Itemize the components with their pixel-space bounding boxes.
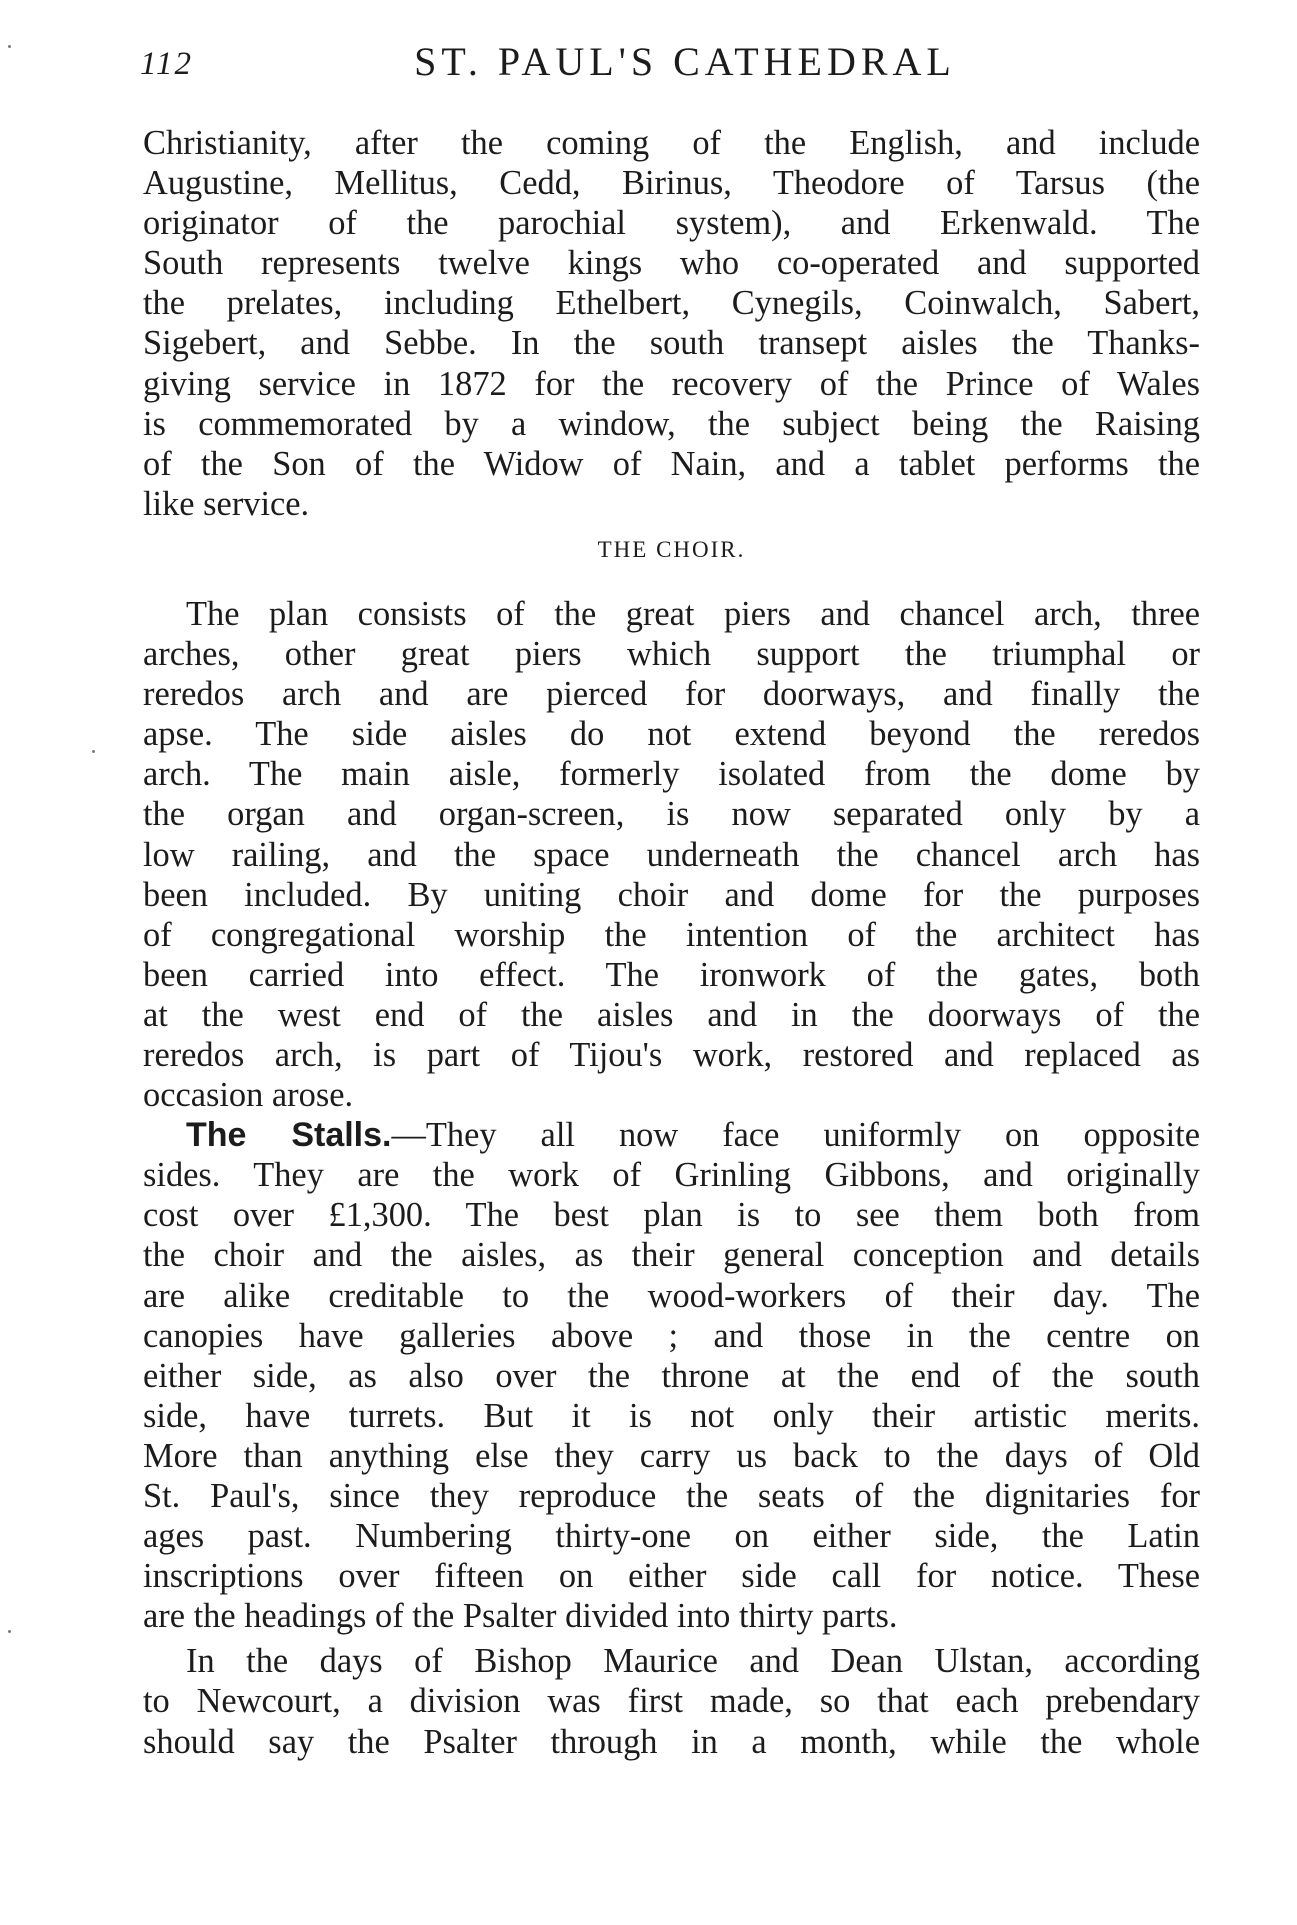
text-line: are the headings of the Psalter divided into thirty parts. [143,1597,898,1636]
body-text [143,123,1200,1762]
text-line: the organ and organ-screen, is now separated only by a [143,795,1200,834]
text-line: to Newcourt, a division was first made, so that each prebendary [143,1682,1200,1721]
text-line: is commemorated by a window, the subject being the Raising [143,404,1200,443]
text-line: cost over £1,300. The best plan is to see them both from [143,1196,1200,1235]
text-line: Augustine, Mellitus, Cedd, Birinus, Theodore of Tarsus (the [143,164,1200,203]
running-title: ST. PAUL'S CATHEDRAL [414,39,956,84]
text-line: of the Son of the Widow of Nain, and a tablet performs the [143,444,1200,483]
page-number: 112 [140,46,194,82]
text-line: either side, as also over the throne at the end of the south [143,1356,1200,1395]
text-line: More than anything else they carry us back to the days of Old [143,1436,1200,1475]
text-line: In the days of Bishop Maurice and Dean Ulstan, according [186,1642,1200,1681]
text-line: low railing, and the space underneath the chancel arch has [143,835,1200,874]
text-line: been included. By uniting choir and dome for the purposes [143,875,1200,914]
text-line: arches, other great piers which support the triumphal or [143,635,1200,674]
text-line: apse. The side aisles do not extend beyond the reredos [143,715,1200,754]
text-line: ages past. Numbering thirty-one on either side, the Latin [143,1517,1200,1556]
margin-speck [92,750,95,753]
paragraph-psalter-division [143,1641,1200,1761]
text-line: St. Paul's, since they reproduce the seats of the dignitaries for [143,1477,1200,1515]
paragraph-stalls [143,1115,1200,1636]
margin-speck [8,45,11,48]
text-line: at the west end of the aisles and in the doorways of the [143,995,1200,1034]
text-line: been carried into effect. The ironwork of the gates, both [143,955,1200,994]
text-line: Sigebert, and Sebbe. In the south transept aisles the Thanks- [143,324,1200,363]
page-header [140,38,1200,88]
text-line [143,1115,1200,1155]
paragraph-continuation [143,123,1200,524]
text-line: sides. They are the work of Grinling Gibbons, and originally [143,1156,1200,1195]
text-line: arch. The main aisle, formerly isolated from the dome by [143,755,1200,794]
stalls-run-in-heading: The Stalls. [186,1116,392,1155]
text-line: are alike creditable to the wood-workers of their day. The [143,1276,1200,1315]
text-line: reredos arch, is part of Tijou's work, restored and replaced as [143,1035,1200,1074]
text-line: originator of the parochial system), and Erkenwald. The [143,204,1200,243]
text-line: of congregational worship the intention of the architect has [143,915,1200,954]
text-line: canopies have galleries above ; and those in the centre on [143,1316,1200,1355]
text-line: South represents twelve kings who co-operated and supported [143,244,1200,283]
text-line: the prelates, including Ethelbert, Cynegils, Coinwalch, Sabert, [143,284,1200,323]
text-line: giving service in 1872 for the recovery of the Prince of Wales [143,364,1200,403]
text-line: the choir and the aisles, as their general conception and details [143,1236,1200,1275]
stalls-first-line: —They all now face uniformly on opposite [391,1116,1200,1155]
text-line: Christianity, after the coming of the English, and include [143,124,1200,162]
text-line: reredos arch and are pierced for doorways, and finally the [143,675,1200,714]
text-line: inscriptions over fifteen on either side call for notice. These [143,1557,1200,1596]
text-line: should say the Psalter through in a month, while the whole [143,1722,1200,1761]
text-line: like service. [143,484,310,523]
margin-speck [8,1630,11,1633]
section-heading-choir: THE CHOIR. [597,536,746,562]
text-line: occasion arose. [143,1076,354,1115]
text-line: The plan consists of the great piers and chancel arch, three [186,594,1200,633]
text-line: side, have turrets. But it is not only their artistic merits. [143,1396,1200,1435]
paragraph-choir-plan [143,594,1200,1115]
